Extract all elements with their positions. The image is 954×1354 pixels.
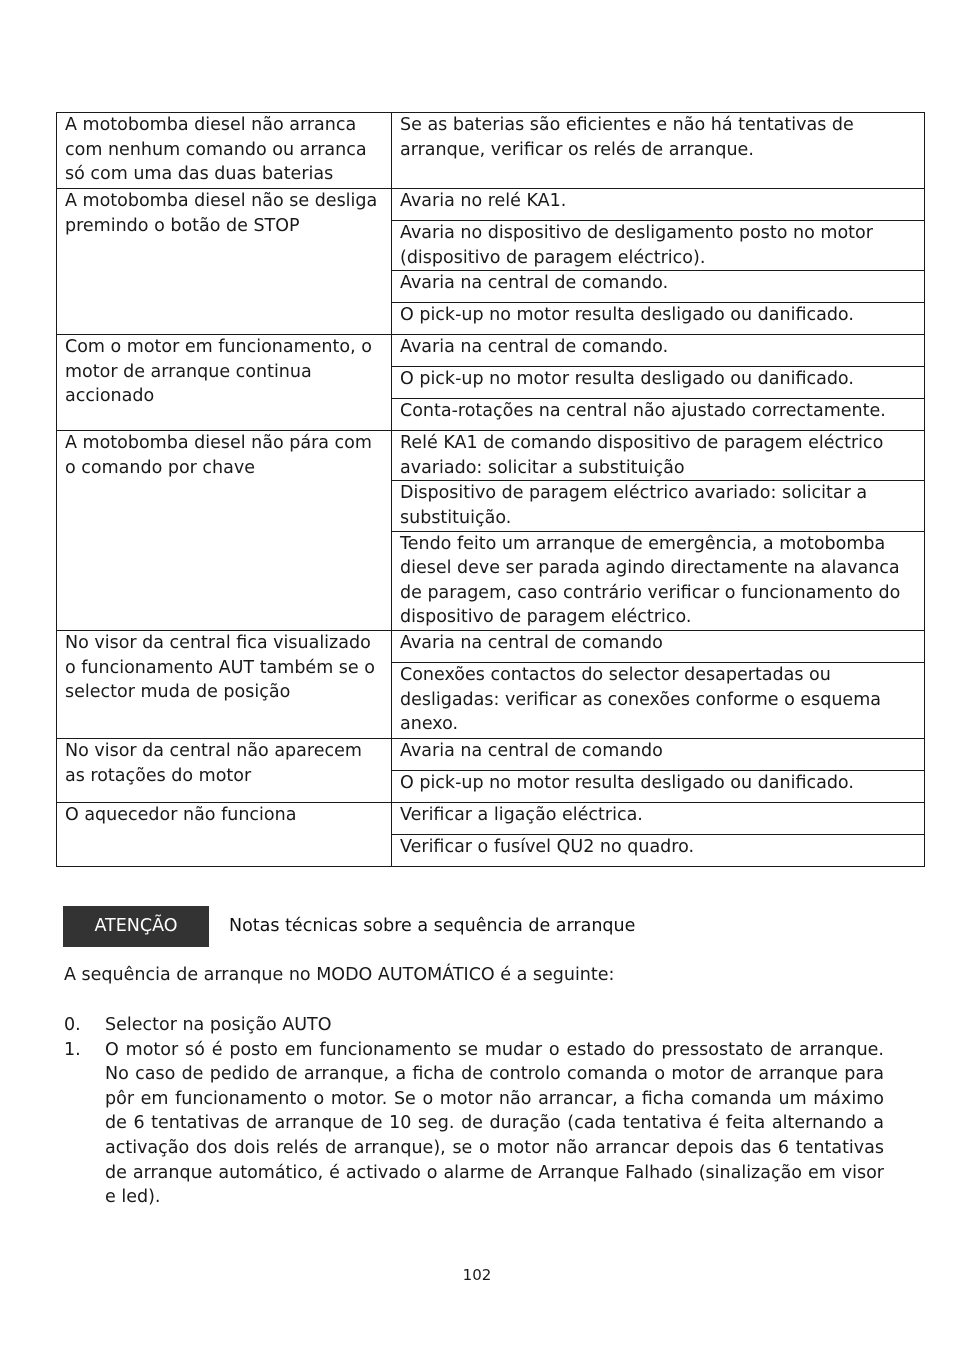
attention-badge: ATENÇÃO [63,906,209,947]
table-row [57,802,925,834]
table-row [57,630,925,662]
cause-cell: O pick-up no motor resulta desligado ou danificado. [392,303,925,335]
problem-cell: No visor da central não aparecem as rotações do motor [57,738,392,802]
step-number: 1. [64,1039,81,1060]
problem-cell: O aquecedor não funciona [57,802,392,866]
table-row [57,335,925,367]
step-number: 0. [64,1015,81,1035]
cause-cell: O pick-up no motor resulta desligado ou danificado. [392,770,925,802]
attention-title: Notas técnicas sobre a sequência de arranque [229,916,636,936]
table-row [57,738,925,770]
cause-cell: Avaria na central de comando. [392,271,925,303]
list-item [64,1013,884,1038]
cause-cell: Avaria na central de comando [392,738,925,770]
intro-text: A sequência de arranque no MODO AUTOMÁTICO é a seguinte: [64,965,615,985]
cause-cell: Avaria na central de comando. [392,335,925,367]
step-text: Selector na posição AUTO [105,1015,332,1035]
steps-list [64,1013,884,1210]
problem-cell: No visor da central fica visualizado o funcionamento AUT também se o selector muda de posição [57,630,392,738]
cause-cell: Se as baterias são eficientes e não há tentativas de arranque, verificar os relés de arranque. [392,113,925,189]
cause-cell: Verificar o fusível QU2 no quadro. [392,834,925,866]
problem-cell: Com o motor em funcionamento, o motor de arranque continua accionado [57,335,392,431]
problem-cell: A motobomba diesel não se desliga premindo o botão de STOP [57,189,392,335]
cause-cell: Avaria no dispositivo de desligamento posto no motor (dispositivo de paragem eléctrico). [392,221,925,271]
cause-cell: Conexões contactos do selector desapertadas ou desligadas: verificar as conexões conforme o esquema anexo. [392,662,925,738]
cause-cell: Tendo feito um arranque de emergência, a motobomba diesel deve ser parada agindo directamente na alavanca de paragem, caso contrário verificar o funcionamento do dispositivo de paragem eléctrico. [392,531,925,630]
table-row [57,113,925,189]
cause-cell: Dispositivo de paragem eléctrico avariado: solicitar a substituição. [392,481,925,531]
cause-cell: Avaria na central de comando [392,630,925,662]
cause-cell: Avaria no relé KA1. [392,189,925,221]
table-row [57,189,925,221]
problem-cell: A motobomba diesel não pára com o comando por chave [57,431,392,631]
list-item [64,1038,884,1210]
troubleshooting-table [56,112,925,867]
problem-cell: A motobomba diesel não arranca com nenhum comando ou arranca só com uma das duas baterias [57,113,392,189]
cause-cell: Verificar a ligação eléctrica. [392,802,925,834]
cause-cell: Relé KA1 de comando dispositivo de paragem eléctrico avariado: solicitar a substituição [392,431,925,481]
cause-cell: Conta-rotações na central não ajustado correctamente. [392,399,925,431]
table-row [57,431,925,481]
step-text: O motor só é posto em funcionamento se mudar o estado do pressostato de arranque. No caso de pedido de arranque, a ficha de controlo comanda o motor de arranque para pôr em funcionamento o motor. Se o motor não arrancar, a ficha comanda um máximo de 6 tentativas de arranque de 10 seg. de duração (cada tentativa é feita alternando a activação dos dois relés de arranque), se o motor não arrancar depois das 6 tentativas de arranque automático, é activado o alarme de Arranque Falhado (sinalização em visor e led). [105,1039,884,1208]
page-number: 102 [462,1266,492,1284]
cause-cell: O pick-up no motor resulta desligado ou danificado. [392,367,925,399]
